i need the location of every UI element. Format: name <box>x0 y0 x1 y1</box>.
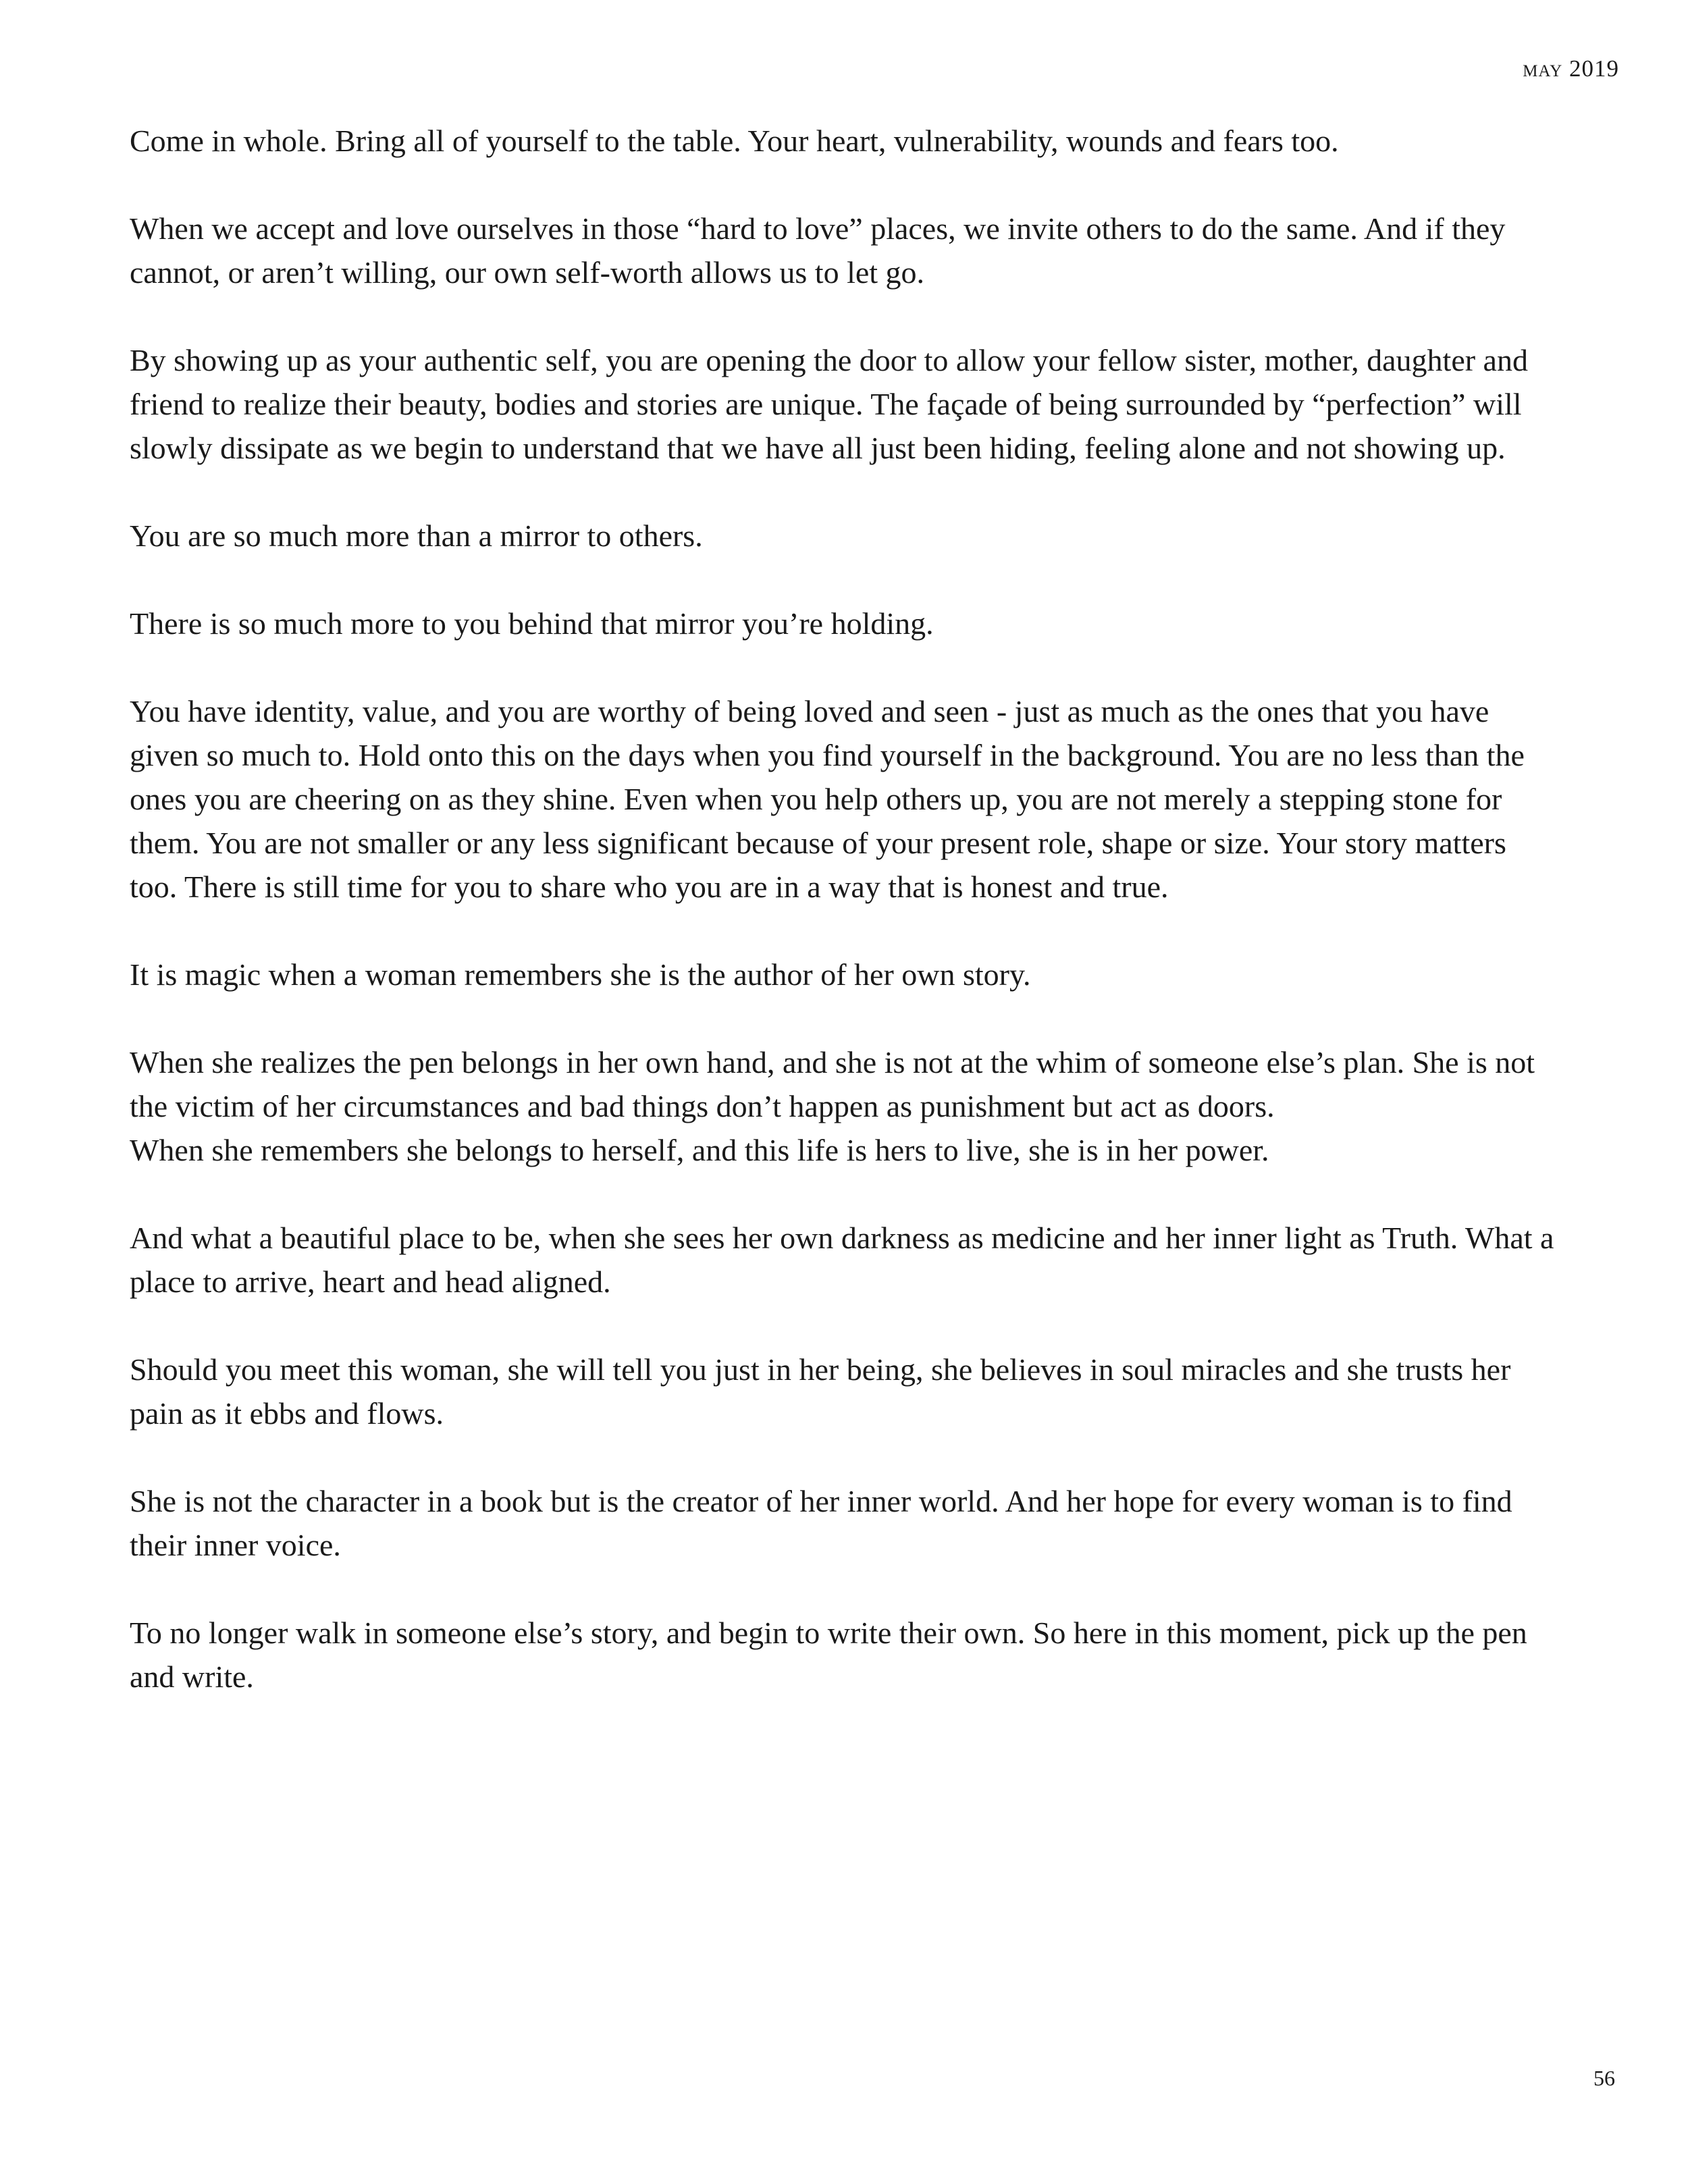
paragraph: She is not the character in a book but is the creator of her inner world. And her hope for every woman is to find their inner voice. <box>130 1484 1512 1562</box>
paragraph: There is so much more to you behind that mirror you’re holding. <box>130 606 934 641</box>
header-date: may 2019 <box>1523 55 1619 82</box>
paragraph: By showing up as your authentic self, you are opening the door to allow your fellow sister, mother, daughter and friend to realize their beauty, bodies and stories are unique. The façade of being surrounded by “perfection” will slowly dissipate as we begin to understand that we have all just been hiding, feeling alone and not showing up. <box>130 343 1528 465</box>
paragraph: When she remembers she belongs to herself, and this life is hers to live, she is in her power. <box>130 1133 1269 1167</box>
paragraph: When she realizes the pen belongs in her own hand, and she is not at the whim of someone else’s plan. She is not the victim of her circumstances and bad things don’t happen as punishment but act as doors. <box>130 1045 1535 1123</box>
paragraph: Come in whole. Bring all of yourself to the table. Your heart, vulnerability, wounds and fears too. <box>130 124 1339 158</box>
page-number: 56 <box>1593 2066 1615 2090</box>
paragraph: When we accept and love ourselves in those “hard to love” places, we invite others to do the same. And if they cannot, or aren’t willing, our own self-worth allows us to let go. <box>130 211 1506 290</box>
paragraph: It is magic when a woman remembers she is the author of her own story. <box>130 957 1031 992</box>
article-body <box>130 119 1561 1742</box>
paragraph: You are so much more than a mirror to others. <box>130 518 703 553</box>
paragraph: And what a beautiful place to be, when she sees her own darkness as medicine and her inner light as Truth. What a place to arrive, heart and head aligned. <box>130 1221 1554 1299</box>
paragraph: Should you meet this woman, she will tell you just in her being, she believes in soul miracles and she trusts her pain as it ebbs and flows. <box>130 1352 1511 1431</box>
paragraph: To no longer walk in someone else’s story, and begin to write their own. So here in this moment, pick up the pen and write. <box>130 1616 1527 1694</box>
paragraph: You have identity, value, and you are worthy of being loved and seen - just as much as the ones that you have given so much to. Hold onto this on the days when you find yourself in the background. You are no less than the ones you are cheering on as they shine. Even when you help others up, you are not merely a stepping stone for them. You are not smaller or any less significant because of your present role, shape or size. Your story matters too. There is still time for you to share who you are in a way that is honest and true. <box>130 694 1525 904</box>
